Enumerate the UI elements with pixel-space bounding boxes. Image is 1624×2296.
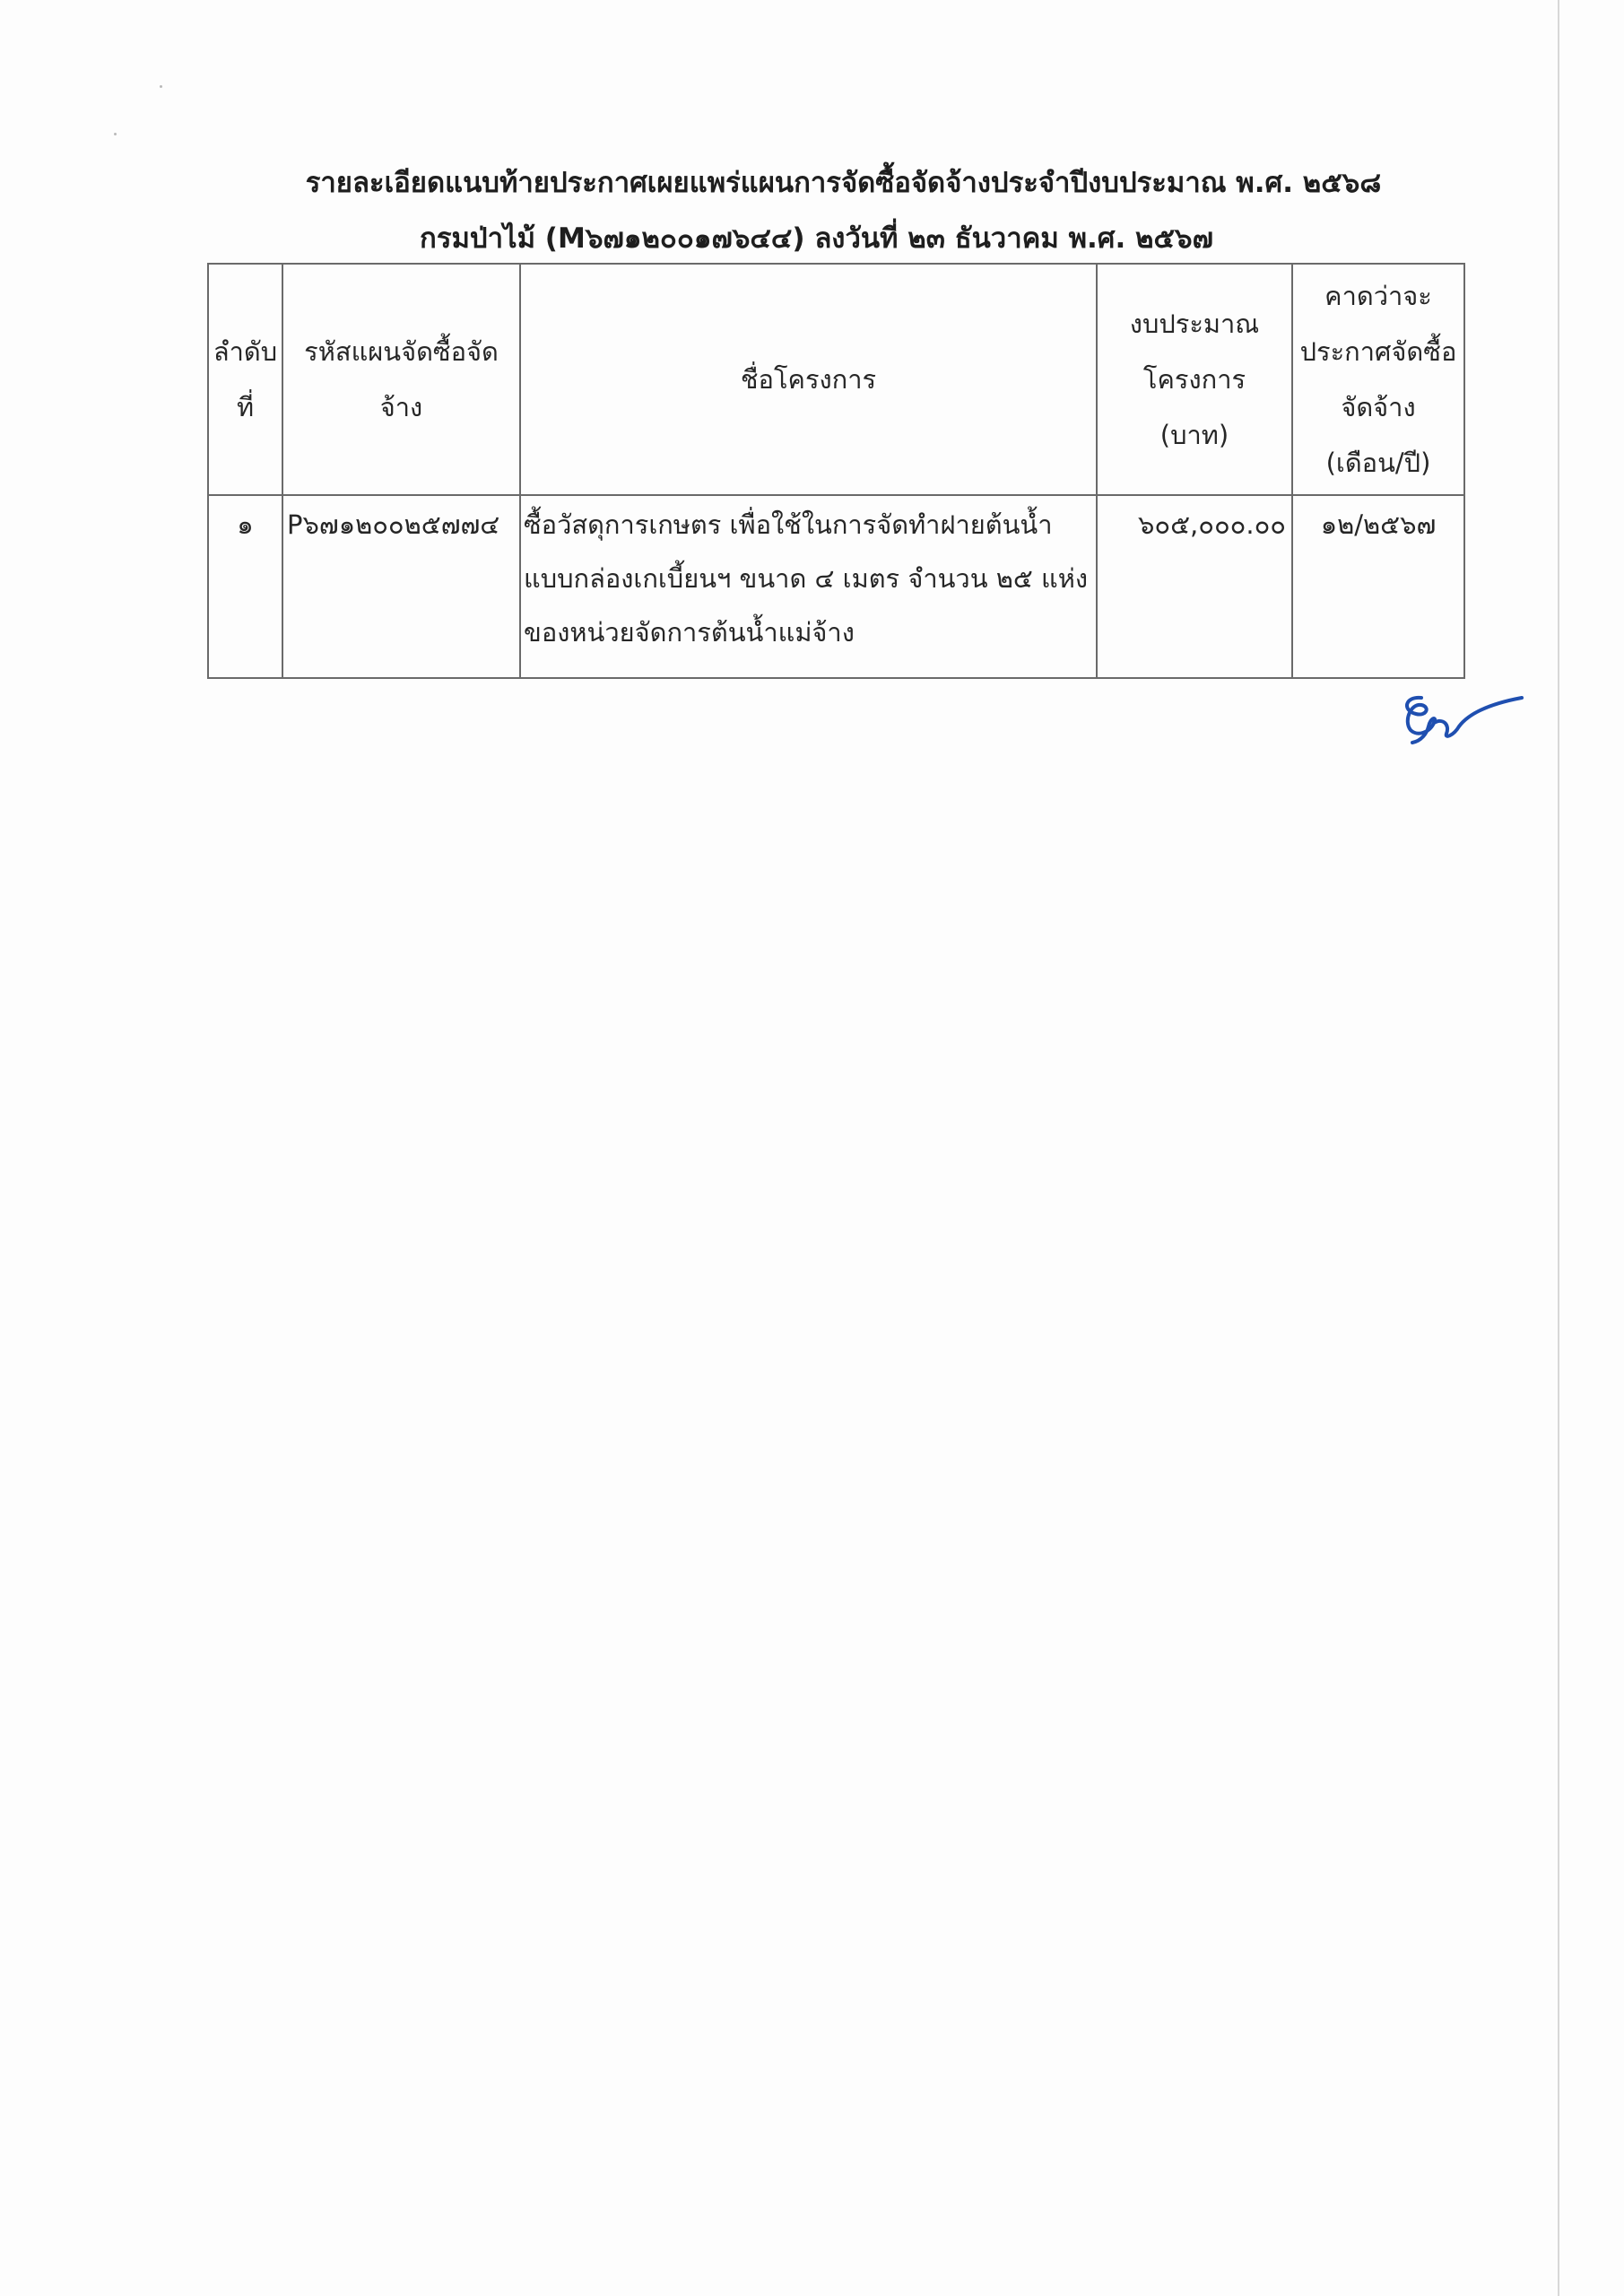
header-month-line: (เดือน/ปี): [1325, 448, 1431, 478]
header-month-line: คาดว่าจะ: [1324, 281, 1432, 311]
header-month-line: จัดจ้าง: [1341, 392, 1416, 422]
header-code-line: รหัสแผนจัดซื้อจัด: [304, 336, 499, 367]
header-code-line: จ้าง: [379, 392, 423, 422]
page-edge: [1558, 0, 1559, 2296]
cell-no: ๑: [208, 495, 282, 678]
column-header-code: [282, 264, 520, 495]
column-header-month: [1292, 264, 1464, 495]
table-header-row: [208, 264, 1464, 495]
header-no-line: ลำดับ: [213, 336, 278, 367]
document-title: รายละเอียดแนบท้ายประกาศเผยแพร่แผนการจัดซื้อจัดจ้างประจำปีงบประมาณ พ.ศ. ๒๕๖๘: [305, 167, 1382, 199]
header-month-line: ประกาศจัดซื้อ: [1299, 336, 1457, 367]
cell-name-line: แบบกล่องเกเบี้ยนฯ ขนาด ๔ เมตร จำนวน ๒๕ แห่ง: [524, 563, 1089, 594]
handwritten-signature: [1394, 691, 1529, 753]
header-budget-line: งบประมาณ: [1129, 309, 1260, 339]
scan-speck: [160, 85, 162, 88]
header-budget-line: โครงการ: [1142, 364, 1246, 395]
cell-name-line: ซื้อวัสดุการเกษตร เพื่อใช้ในการจัดทำฝายต้นน้ำ: [524, 509, 1053, 540]
cell-month: ๑๒/๒๕๖๗: [1292, 495, 1464, 678]
table-row: [208, 495, 1464, 678]
document-subtitle: กรมป่าไม้ (M๖๗๑๒๐๐๑๗๖๔๔) ลงวันที่ ๒๓ ธันวาคม พ.ศ. ๒๕๖๗: [420, 222, 1213, 255]
cell-name: [520, 495, 1097, 678]
cell-budget: ๖๐๕,๐๐๐.๐๐: [1097, 495, 1292, 678]
procurement-plan-table: [207, 263, 1465, 679]
header-budget-line: (บาท): [1159, 420, 1229, 450]
column-header-no: [208, 264, 282, 495]
cell-code: P๖๗๑๒๐๐๒๕๗๗๔: [282, 495, 520, 678]
header-no-line: ที่: [236, 392, 255, 422]
header-name-text: ชื่อโครงการ: [740, 364, 877, 395]
column-header-name: [520, 264, 1097, 495]
cell-name-line: ของหน่วยจัดการต้นน้ำแม่จ้าง: [524, 617, 855, 648]
column-header-budget: [1097, 264, 1292, 495]
scan-speck: [114, 133, 117, 135]
